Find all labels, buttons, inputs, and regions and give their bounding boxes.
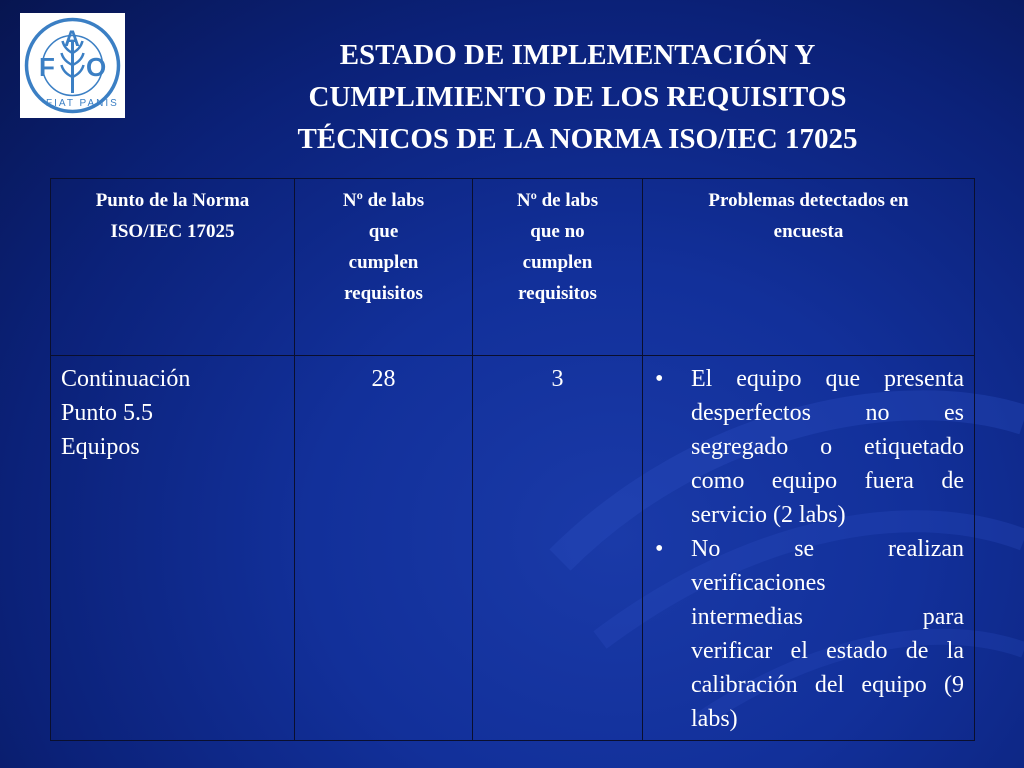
point-line: Equipos [61,434,140,460]
header-cell-comply [295,179,473,356]
list-item [653,362,964,532]
requirements-table [50,178,975,741]
cell-point [51,356,295,741]
point-line: Punto 5.5 [61,400,154,426]
list-item [653,532,964,736]
problem-line: intermedias para [691,604,964,630]
cell-problems [643,356,975,741]
point-line: Continuación [61,366,191,392]
problem-line: servicio (2 labs) [691,502,846,528]
header-text: que no [530,221,585,242]
header-text: cumplen [522,252,593,273]
header-text: que [368,221,399,242]
title-line-2: CUMPLIMIENTO DE LOS REQUISITOS [308,81,847,113]
problem-line: No se realizan [691,536,964,562]
bullet-icon: • [655,536,664,562]
header-text: requisitos [518,283,597,304]
comply-count: 28 [371,366,396,392]
cell-not-comply-count [473,356,643,741]
table-row [51,356,975,741]
header-text: Problemas detectados en [708,190,909,211]
slide-title [200,34,955,160]
header-text: Nº de labs [516,190,599,211]
logo-letter-f: F [39,52,55,82]
fao-wheat-logo-icon [20,13,125,118]
problem-line: labs) [691,706,738,732]
title-line-1: ESTADO DE IMPLEMENTACIÓN Y [339,39,816,71]
header-text: requisitos [344,283,423,304]
header-cell-not-comply [473,179,643,356]
header-text: Nº de labs [342,190,425,211]
header-text: encuesta [773,221,844,242]
header-cell-problems [643,179,975,356]
title-line-3: TÉCNICOS DE LA NORMA ISO/IEC 17025 [297,123,858,155]
cell-comply-count [295,356,473,741]
problem-line: verificar el estado de la [691,638,964,664]
header-text: Punto de la Norma [95,190,250,211]
problem-line: segregado o etiquetado [691,434,964,460]
problem-line: como equipo fuera de [691,468,964,494]
header-cell-point [51,179,295,356]
logo-motto: FIAT PANIS [46,98,119,109]
logo-letter-o: O [86,52,107,82]
header-text: cumplen [348,252,419,273]
bullet-icon: • [655,366,664,392]
problem-line: desperfectos no es [691,400,964,426]
table-header-row [51,179,975,356]
header-text: ISO/IEC 17025 [110,221,235,242]
problem-line: verificaciones [691,570,826,596]
logo-letter-a: A [64,26,80,51]
fao-logo [20,13,125,118]
problem-line: calibración del equipo (9 [691,672,964,698]
problem-line: El equipo que presenta [691,366,964,392]
problems-list [643,356,974,736]
not-comply-count: 3 [551,366,564,392]
